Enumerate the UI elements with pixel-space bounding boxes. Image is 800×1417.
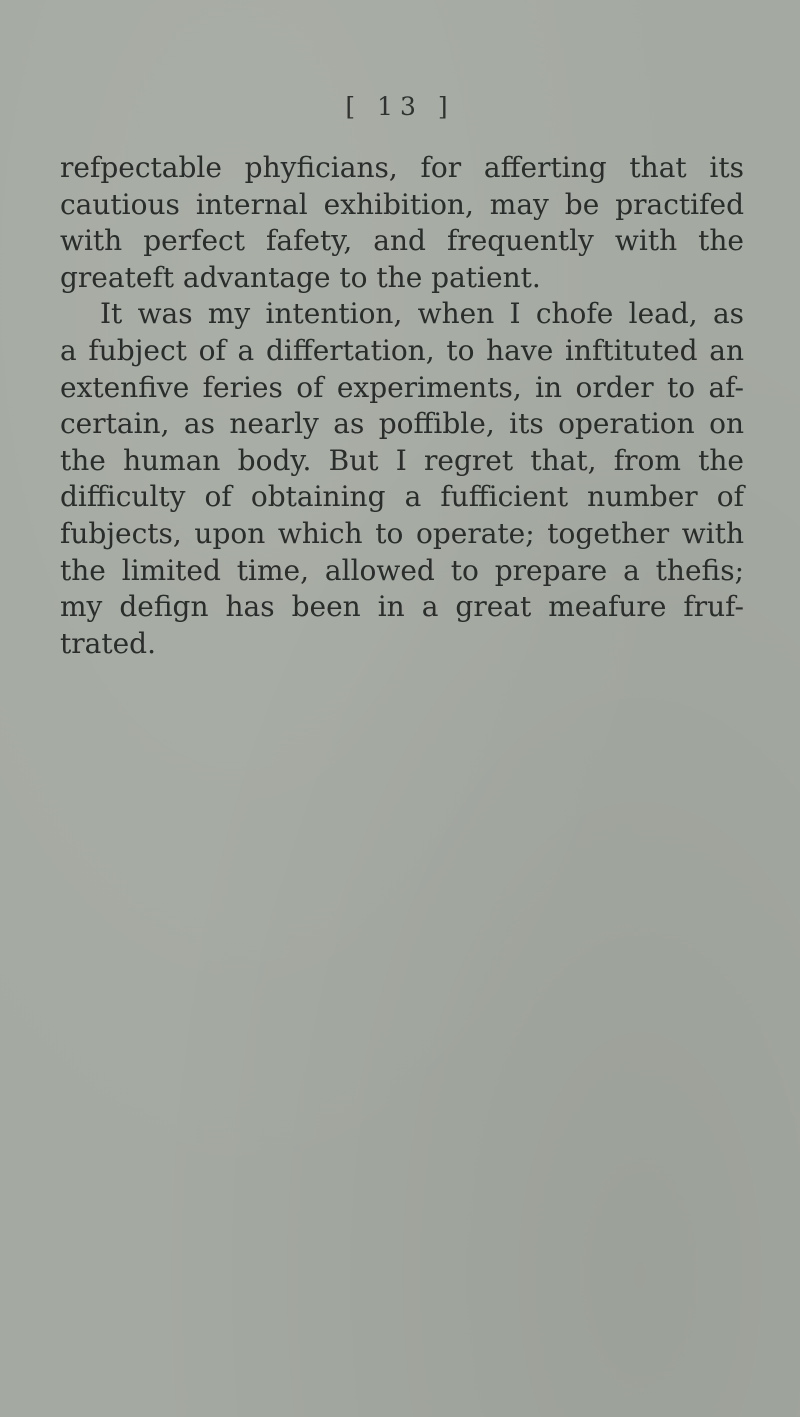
text-line: with perfect fafety, and frequently with the (60, 224, 744, 258)
text-line: greateft advantage to the patient. (60, 260, 541, 294)
text-line: fubjects, upon which to operate; together with (60, 516, 744, 550)
text-line: the human body. But I regret that, from the (60, 443, 744, 477)
text-line: trated. (60, 626, 156, 660)
text-line: extenfive feries of experiments, in order to af- (60, 370, 744, 404)
page-number: [ 13 ] (345, 92, 455, 121)
text-line: refpectable phyficians, for afferting that its (60, 151, 744, 184)
text-line: certain, as nearly as poffible, its operation on (60, 407, 744, 441)
text-line: the limited time, allowed to prepare a thefis; (60, 553, 744, 587)
body-text (60, 150, 744, 662)
text-line: difficulty of obtaining a fufficient number of (60, 480, 744, 514)
text-line: It was my intention, when I chofe lead, as (100, 297, 744, 331)
text-line: my defign has been in a great meafure fruf- (60, 590, 744, 624)
text-line: cautious internal exhibition, may be practifed (60, 187, 744, 221)
text-line: a fubject of a differtation, to have inftituted an (60, 333, 744, 367)
